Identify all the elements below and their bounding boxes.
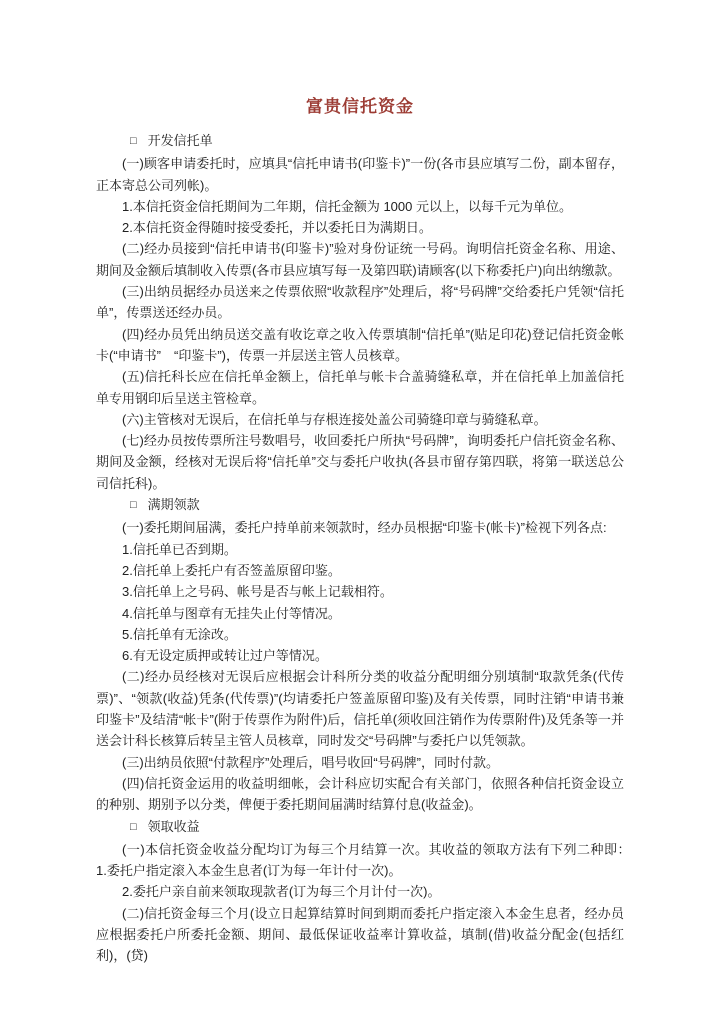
paragraph: (七)经办员按传票所注号数唱号，收回委托户所执“号码牌”，询明委托户信托资金名称、期间及金额，经核对无误后将“信托单”交与委托户收执(各县市留存第四联，将第一联送总公司信托科)。: [96, 433, 624, 491]
paragraph: (一)顾客申请委托时，应填具“信托申请书(印鉴卡)”一份(各市县应填写二份，副本留存，正本寄总公司列帐)。: [96, 156, 624, 193]
square-bullet-icon: □: [130, 820, 137, 833]
paragraph: (五)信托科长应在信托单金额上，信托单与帐卡合盖骑缝私章，并在信托单上加盖信托单专用钢印后呈送主管检章。: [96, 369, 624, 406]
paragraph: 5.信托单有无涂改。: [122, 626, 237, 642]
section-heading: [96, 130, 624, 153]
paragraph: (六)主管核对无误后，在信托单与存根连接处盖公司骑缝印章与骑缝私章。: [122, 411, 547, 427]
paragraph: (一)本信托资金收益分配均订为每三个月结算一次。其收益的领取方法有下列二种即： 1.委托户指定滚入本金生息者(订为每一年计付一次)。: [96, 841, 664, 879]
section-heading-label: 领取收益: [147, 818, 200, 834]
paragraph: 2.本信托资金得随时接受委托，并以委托日为满期日。: [122, 220, 432, 236]
document-title: 富贵信托资金: [306, 97, 414, 116]
paragraph: 4.信托单与图章有无挂失止付等情况。: [122, 605, 341, 621]
paragraph: (四)信托资金运用的收益明细帐，会计科应切实配合有关部门，依照各种信托资金设立的种别、期别予以分类，俾便于委托期间届满时结算付息(收益金)。: [96, 775, 624, 813]
square-bullet-icon: □: [130, 135, 137, 147]
document-body: [96, 130, 664, 967]
section-heading: [96, 494, 624, 517]
paragraph: 2.委托户亲自前来领取现款者(订为每三个月计付一次)。: [122, 884, 441, 900]
paragraph: (二)经办员经核对无误后应根据会计科所分类的收益分配明细分别填制“取款凭条(代传票)”、“领款(收益)凭条(代传票)”(均请委托户签盖原留印鉴)及有关传票，同时注销“申请书兼印鉴卡”及结清“帐卡”(附于传票作为附件)后，信托单(须收回注销作为传票附件)及凭条等一并送会计科长核算后转呈主管人员核章，同时发交“号码牌”与委托户以凭领款。: [96, 669, 624, 749]
paragraph: (二)经办员接到“信托申请书(印鉴卡)”验对身份证统一号码。询明信托资金名称、用途、期间及金额后填制收入传票(各市县应填写每一及第四联)请顾客(以下称委托户)向出纳缴款。: [96, 241, 624, 278]
paragraph: 3.信托单上之号码、帐号是否与帐上记载相符。: [122, 584, 393, 600]
section-heading: [96, 816, 624, 839]
section-heading-label: 开发信托单: [147, 133, 213, 148]
paragraph: (二)信托资金每三个月(设立日起算结算时间到期而委托户指定滚入本金生息者，经办员应根据委托户所委托金额、期间、最低保证收益率计算收益，填制(借)收益分配金(包括红利)，(贷): [96, 905, 624, 964]
paragraph: 1.本信托资金信托期间为二年期，信托金额为 1000 元以上，以每千元为单位。: [122, 198, 572, 214]
paragraph: (一)委托期间届满，委托户持单前来领款时，经办员根据“印鉴卡(帐卡)”检视下列各点:: [122, 520, 607, 536]
paragraph: (三)出纳员依照“付款程序”处理后，唱号收回“号码牌”，同时付款。: [122, 754, 499, 770]
paragraph: (三)出纳员据经办员送来之传票依照“收款程序”处理后，将“号码牌”交给委托户凭领“信托单”，传票送还经办员。: [96, 284, 624, 321]
section-heading-label: 满期领款: [147, 497, 200, 513]
square-bullet-icon: □: [130, 499, 137, 512]
paragraph: 1.信托单已否到期。: [122, 541, 237, 557]
paragraph: 2.信托单上委托户有否签盖原留印鉴。: [122, 562, 341, 578]
paragraph: (四)经办员凭出纳员送交盖有收讫章之收入传票填制“信托单”(贴足印花)登记信托资金帐卡(“申请书” “印鉴卡”)，传票一并层送主管人员核章。: [96, 326, 624, 363]
paragraph: 6.有无设定质押或转让过户等情况。: [122, 648, 328, 664]
